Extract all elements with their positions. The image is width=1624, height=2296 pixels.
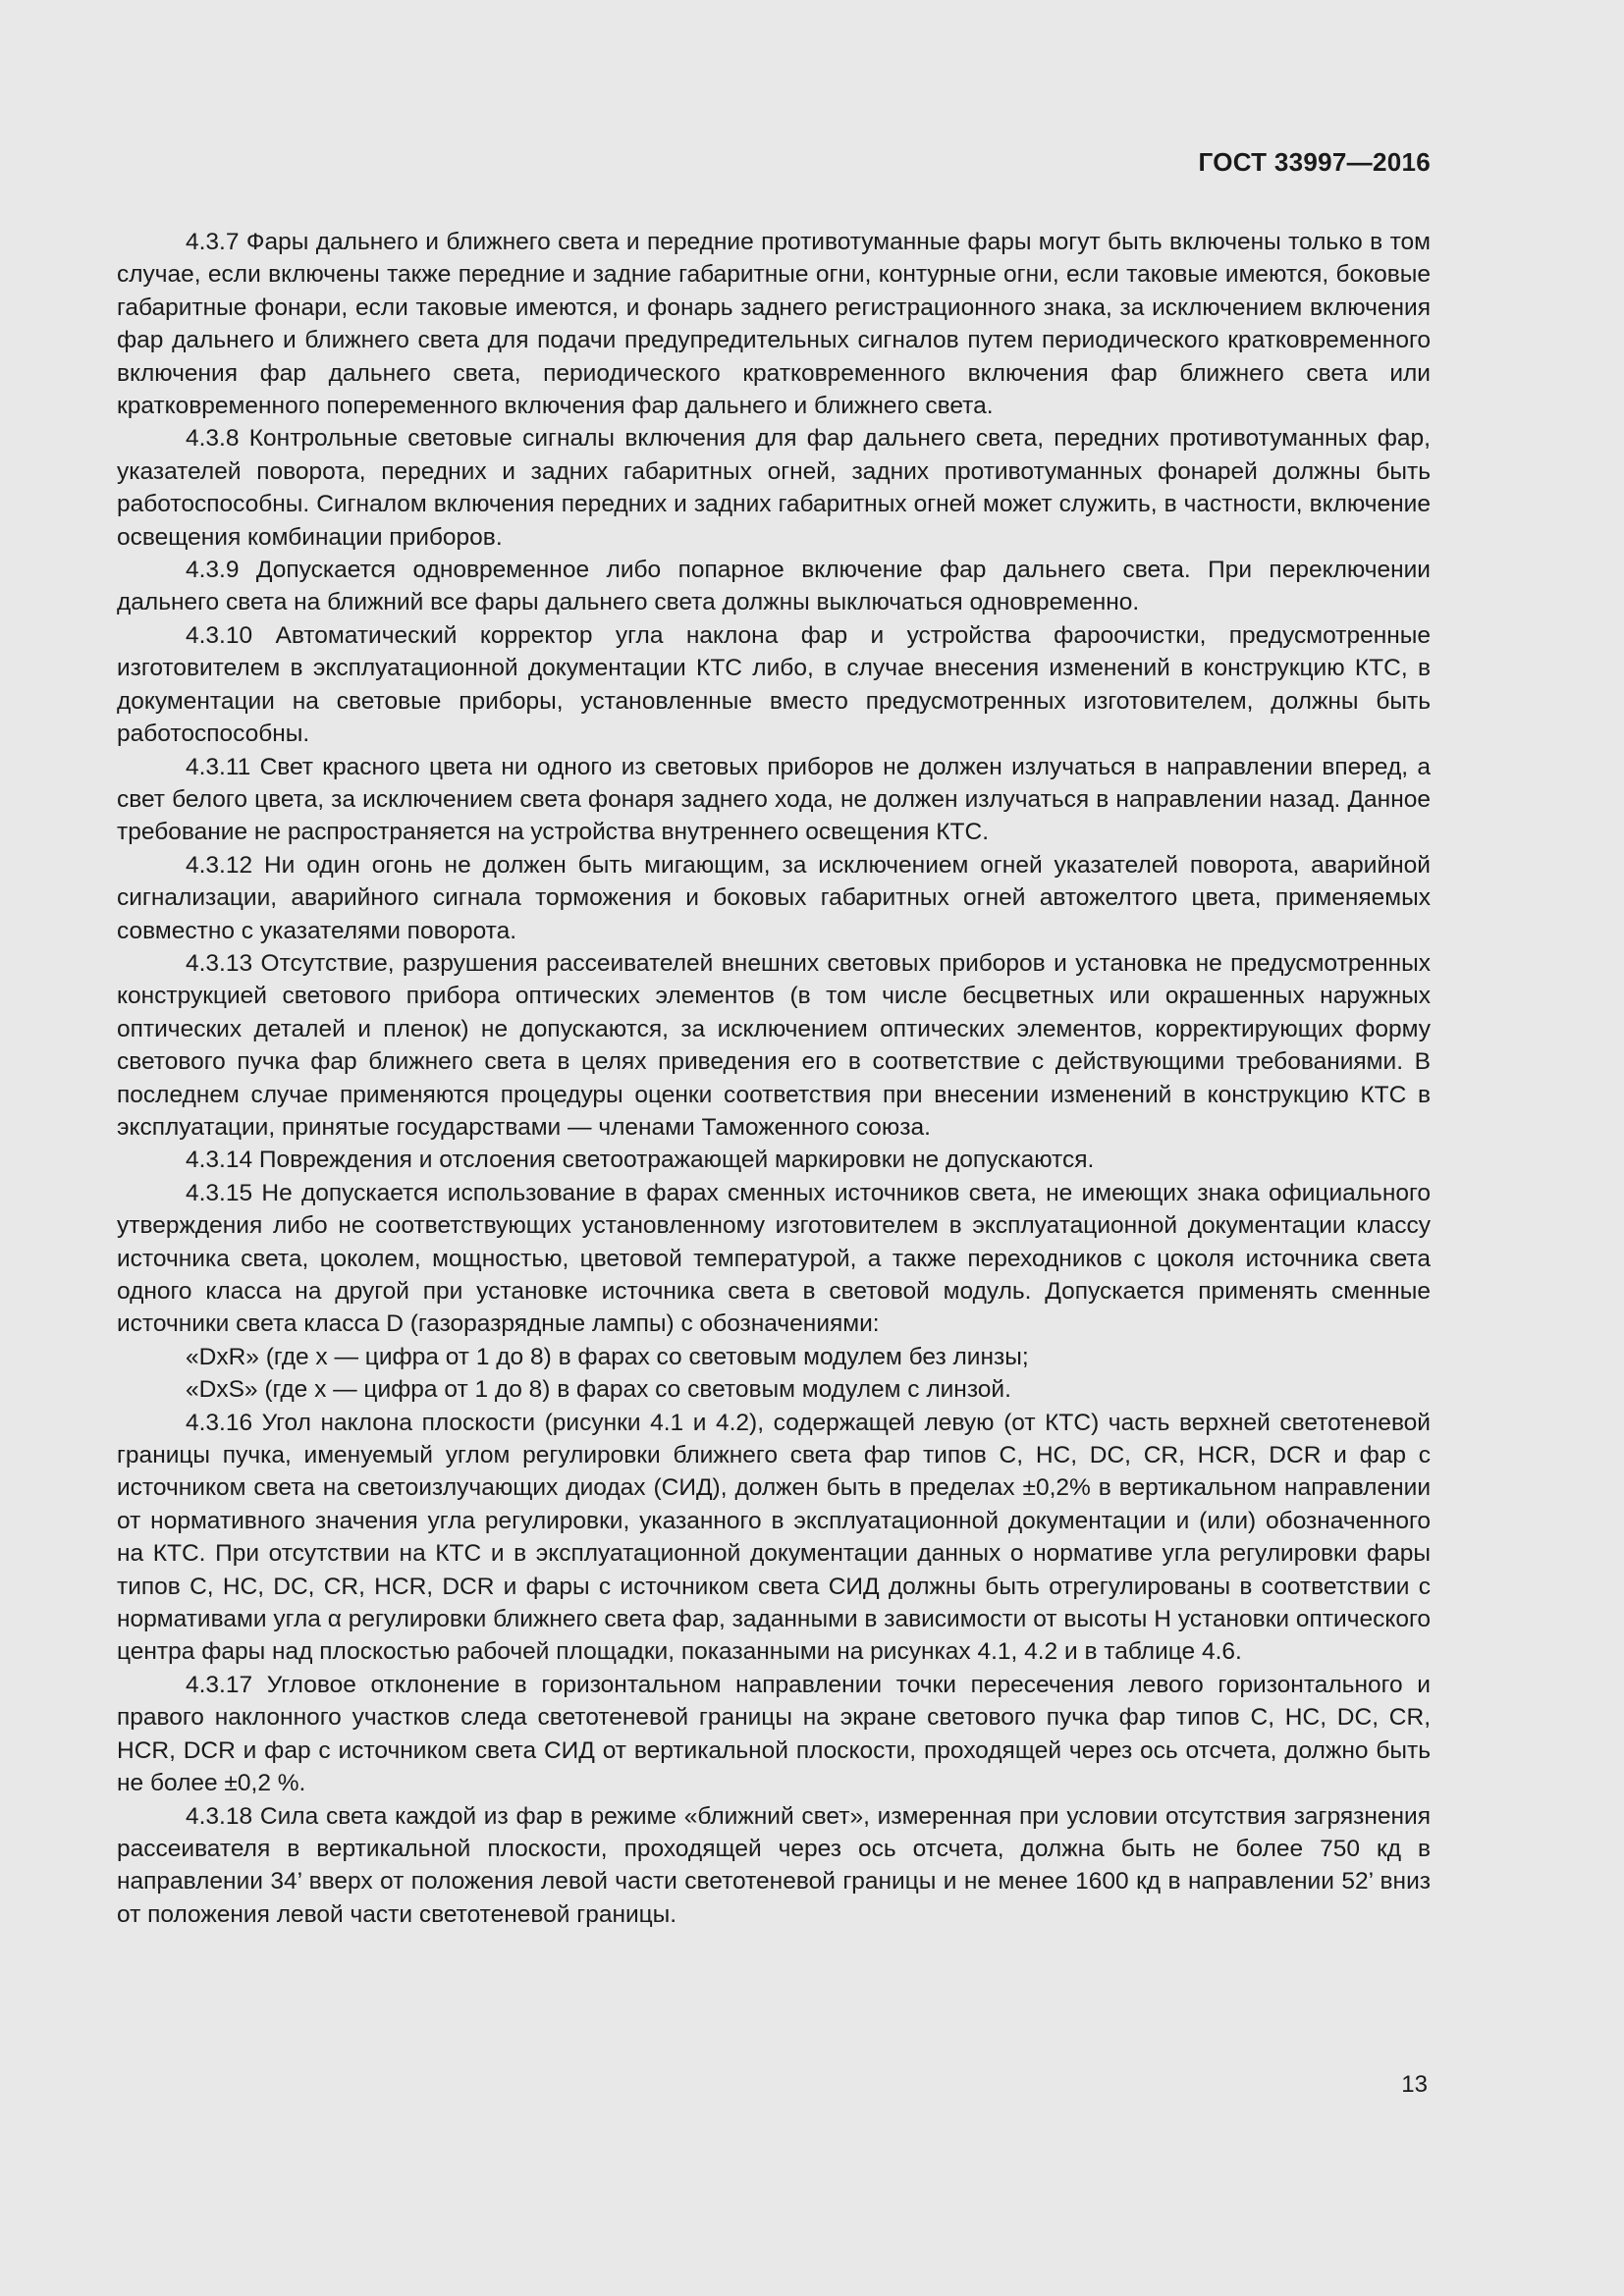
paragraph-4-3-10: 4.3.10 Автоматический корректор угла наклона фар и устройства фароочистки, предусмотренные изготовителем в эксплуатационной документации КТС либо, в случае внесения изменений в конструкцию КТС, в документации на световые приборы, установленные вместо предусмотренных изготовителем, должны быть работоспособны. <box>117 621 1431 748</box>
paragraph-4-3-7: 4.3.7 Фары дальнего и ближнего света и передние противотуманные фары могут быть включены только в том случае, если включены также передние и задние габаритные огни, контурные огни, если таковые имеются, боковые габаритные фонари, если таковые имеются, и фонарь заднего регистрационного знака, за исключением включения фар дальнего и ближнего света для подачи предупредительных сигналов путем периодического кратковременного включения фар дальнего света, периодического кратковременного включения фар ближнего света или кратковременного попеременного включения фар дальнего и ближнего света. <box>117 229 1431 420</box>
paragraph-4-3-18: 4.3.18 Сила света каждой из фар в режиме «ближний свет», измеренная при условии отсутствия загрязнения рассеивателя в вертикальной плоскости, проходящей через ось отсчета, должна быть не более 750 кд в направлении 34’ вверх от положения левой части светотеневой границы и не менее 1600 кд в направлении 52’ вниз от положения левой части светотеневой границы. <box>117 1802 1431 1928</box>
list-item-dxr: «DxR» (где x — цифра от 1 до 8) в фарах со световым модулем без линзы; <box>186 1343 1029 1370</box>
paragraph-4-3-11: 4.3.11 Свет красного цвета ни одного из световых приборов не должен излучаться в направлении вперед, а свет белого цвета, за исключением света фонаря заднего хода, не должен излучаться в направлении назад. Данное требование не распространяется на устройства внутреннего освещения КТС. <box>117 753 1431 846</box>
paragraph-4-3-9: 4.3.9 Допускается одновременное либо попарное включение фар дальнего света. При переключении дальнего света на ближний все фары дальнего света должны выключаться одновременно. <box>117 557 1431 616</box>
standard-header: ГОСТ 33997—2016 <box>1198 147 1431 177</box>
paragraph-4-3-16: 4.3.16 Угол наклона плоскости (рисунки 4.1 и 4.2), содержащей левую (от КТС) часть верхней светотеневой границы пучка, именуемый углом регулировки ближнего света фар типов С, НС, DC, CR, HCR, DCR и фар с источником света на светоизлучающих диодах (СИД), должен быть в пределах ±0,2% в вертикальном направлении от нормативного значения угла регулировки, указанного в эксплуатационной документации и (или) обозначенного на КТС. При отсутствии на КТС и в эксплуатационной документации данных о нормативе угла регулировки фары типов С, НС, DC, CR, HCR, DCR и фары с источником света СИД должны быть отрегулированы в соответствии с нормативами угла α регулировки ближнего света фар, заданными в зависимости от высоты Н установки оптического центра фары над плоскостью рабочей площадки, показанными на рисунках 4.1, 4.2 и в таблице 4.6. <box>117 1409 1431 1666</box>
paragraph-4-3-15: 4.3.15 Не допускается использование в фарах сменных источников света, не имеющих знака официального утверждения либо не соответствующих установленному изготовителем в эксплуатационной документации классу источника света, цоколем, мощностью, цветовой температурой, а также переходников с цоколя источника света одного класса на другой при установке источника света в световой модуль. Допускается применять сменные источники света класса D (газоразрядные лампы) с обозначениями: <box>117 1179 1431 1338</box>
paragraph-4-3-12: 4.3.12 Ни один огонь не должен быть мигающим, за исключением огней указателей поворота, аварийной сигнализации, аварийного сигнала торможения и боковых габаритных огней автожелтого цвета, применяемых совместно с указателями поворота. <box>117 851 1431 944</box>
page-number: 13 <box>1401 2071 1428 2098</box>
list-item-dxs: «DxS» (где x — цифра от 1 до 8) в фарах со световым модулем с линзой. <box>186 1376 1011 1404</box>
paragraph-4-3-8: 4.3.8 Контрольные световые сигналы включения для фар дальнего света, передних противотуманных фар, указателей поворота, передних и задних габаритных огней, задних противотуманных фонарей должны быть работоспособны. Сигналом включения передних и задних габаритных огней может служить, в частности, включение освещения комбинации приборов. <box>117 425 1431 551</box>
document-body <box>117 226 1431 1931</box>
paragraph-4-3-17: 4.3.17 Угловое отклонение в горизонтальном направлении точки пересечения левого горизонтального и правого наклонного участков следа светотеневой границы на экране светового пучка фар типов С, НС, DC, CR, HCR, DCR и фар с источником света СИД от вертикальной плоскости, проходящей через ось отсчета, должно быть не более ±0,2 %. <box>117 1671 1431 1797</box>
paragraph-4-3-14: 4.3.14 Повреждения и отслоения светоотражающей маркировки не допускаются. <box>186 1147 1095 1174</box>
paragraph-4-3-13: 4.3.13 Отсутствие, разрушения рассеивателей внешних световых приборов и установка не предусмотренных конструкцией светового прибора оптических элементов (в том числе бесцветных или окрашенных наружных оптических деталей и пленок) не допускаются, за исключением оптических элементов, корректирующих форму светового пучка фар ближнего света в целях приведения его в соответствие с действующими требованиями. В последнем случае применяются процедуры оценки соответствия при внесении изменений в конструкцию КТС в эксплуатации, принятые государствами — членами Таможенного союза. <box>117 949 1431 1141</box>
